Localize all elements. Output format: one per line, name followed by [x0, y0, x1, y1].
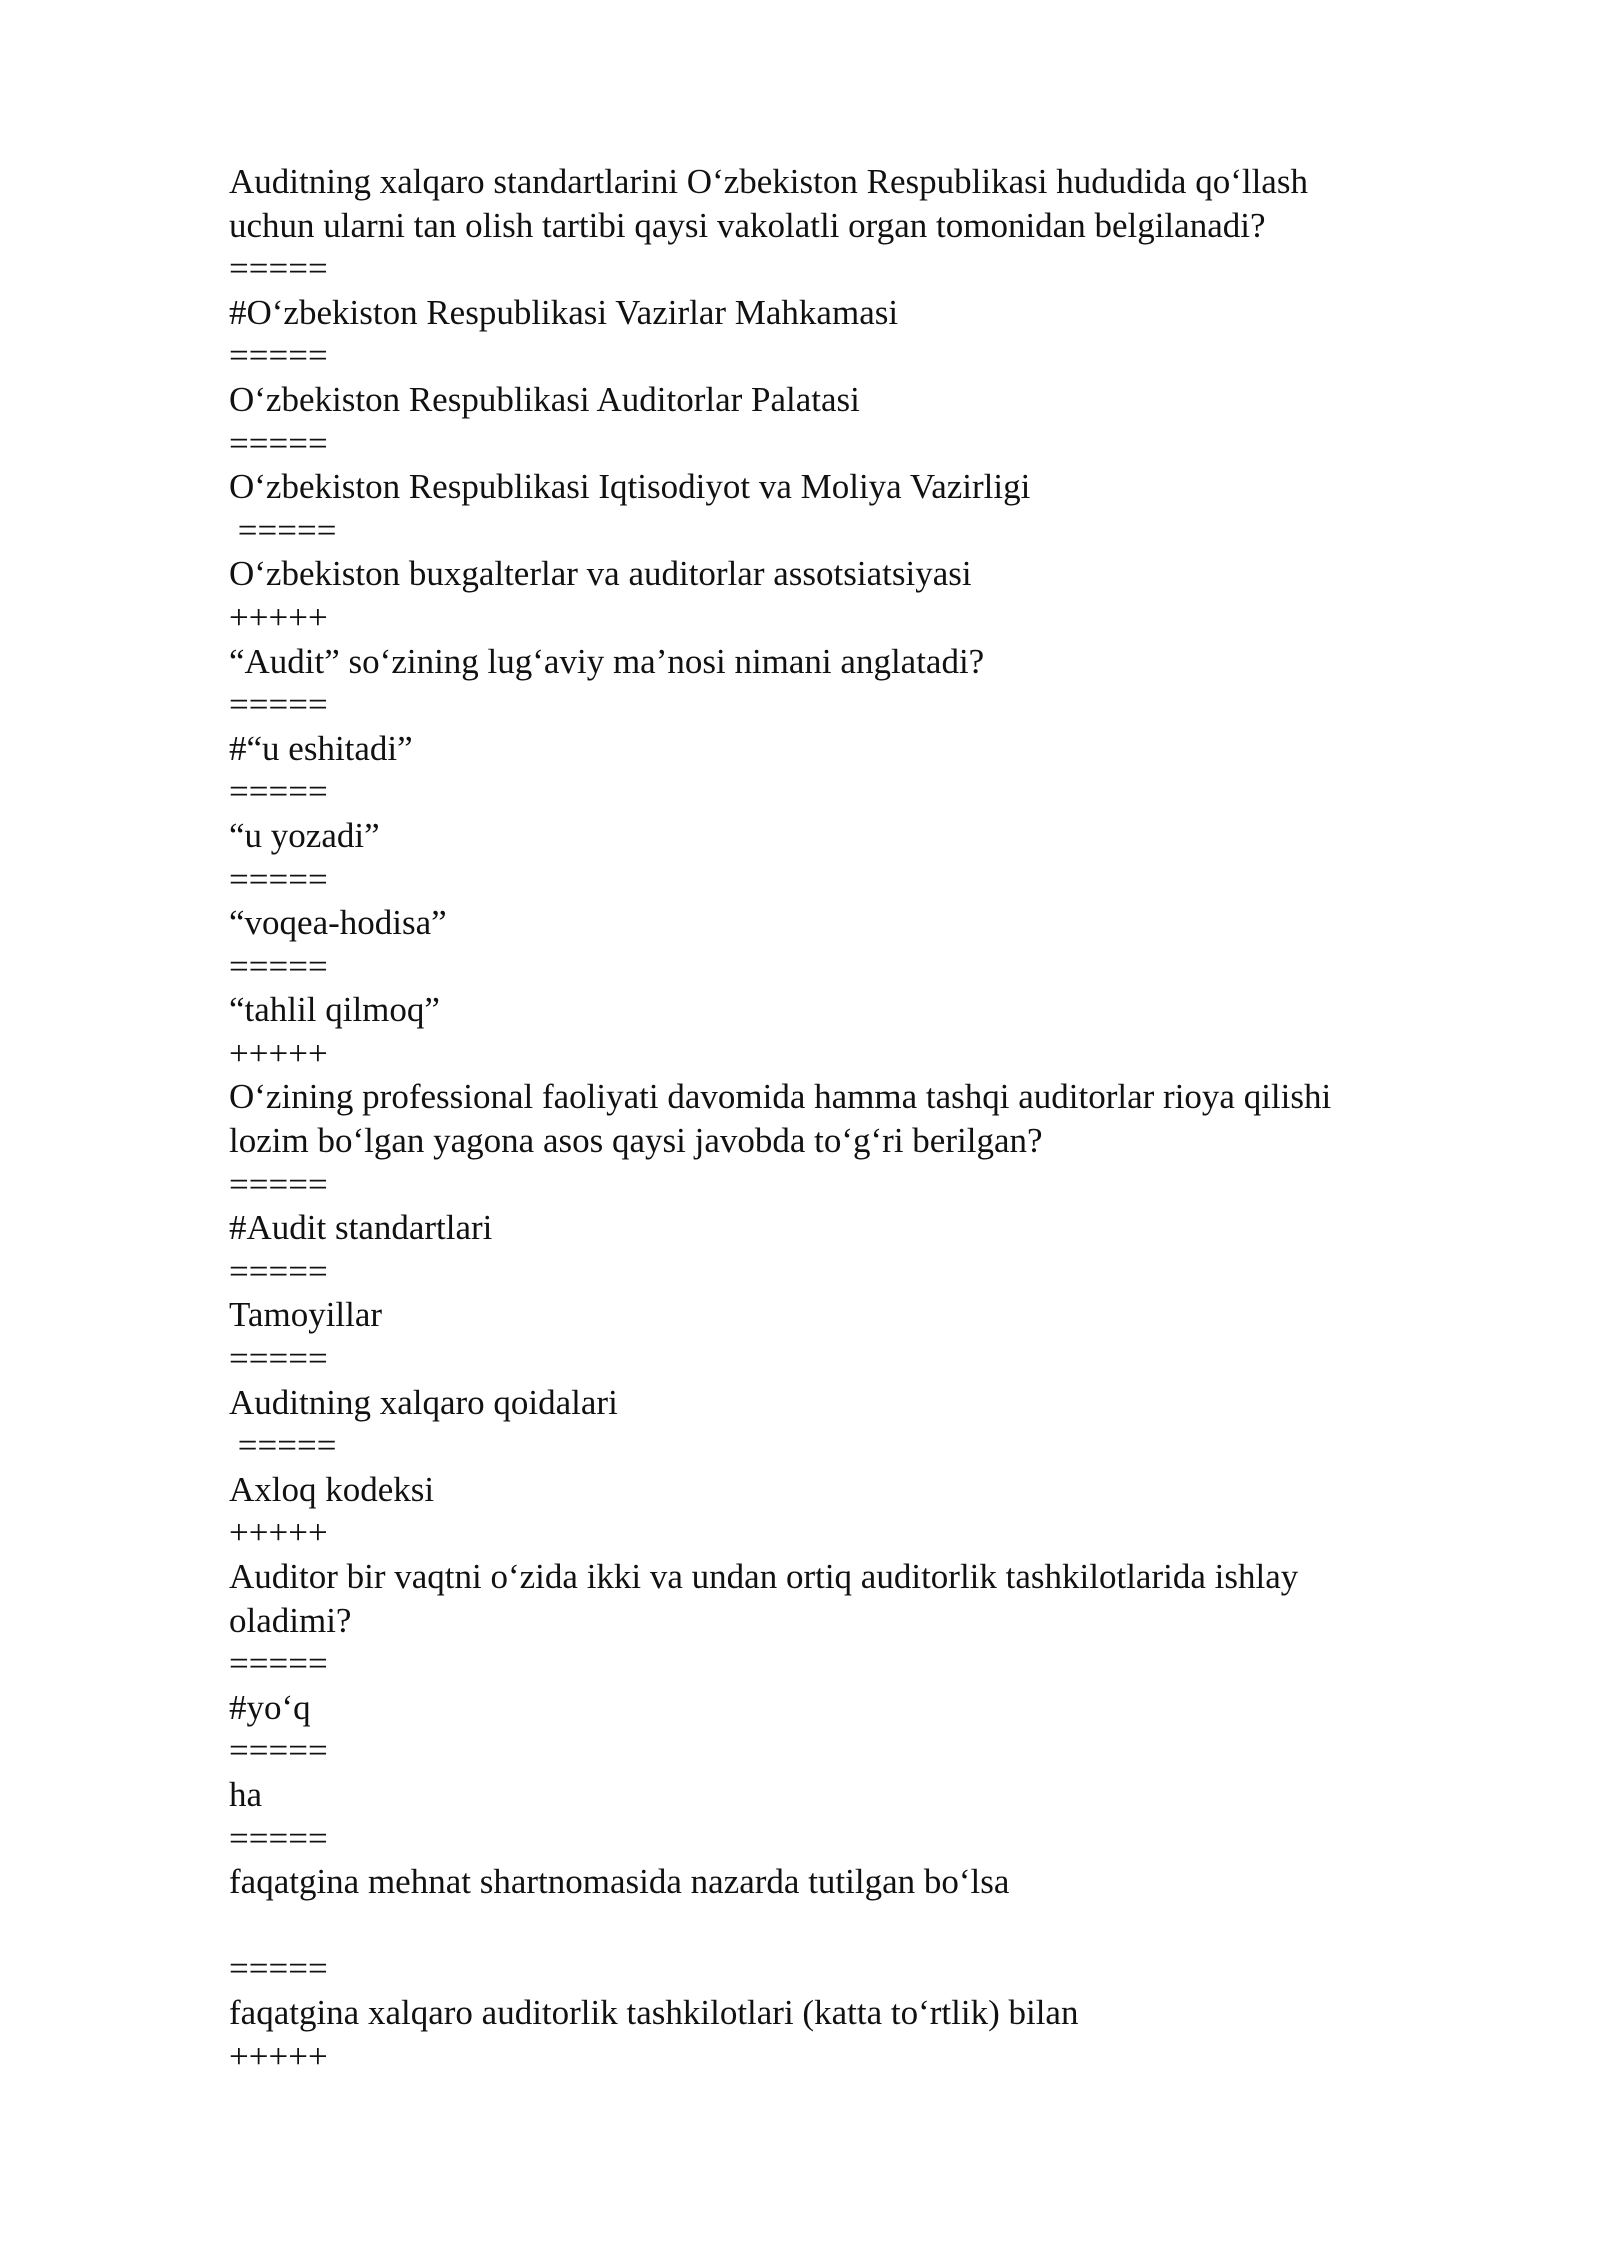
question-4-option-1: #yo‘q — [229, 1687, 311, 1727]
question-3-option-3: Auditning xalqaro qoidalari — [229, 1382, 618, 1422]
question-1-option-1: #O‘zbekiston Respublikasi Vazirlar Mahkamasi — [229, 292, 899, 332]
question-1-line-1: Auditning xalqaro standartlarini O‘zbekiston Respublikasi hududida qo‘llash — [229, 162, 1308, 201]
option-separator: ===== — [229, 1644, 328, 1684]
option-separator: ===== — [229, 249, 328, 289]
option-separator: ===== — [229, 1731, 328, 1771]
question-1-line-2: uchun ularni tan olish tartibi qaysi vakolatli organ tomonidan belgilanadi? — [229, 205, 1266, 245]
option-separator: ===== — [229, 1949, 328, 1989]
question-4-option-3: faqatgina mehnat shartnomasida nazarda tutilgan bo‘lsa — [229, 1862, 1010, 1902]
question-3-option-1: #Audit standartlari — [229, 1208, 493, 1248]
question-2-option-3: “voqea-hodisa” — [229, 903, 447, 943]
blank-line — [229, 1904, 1459, 1948]
question-1-option-2: O‘zbekiston Respublikasi Auditorlar Palatasi — [229, 379, 860, 419]
question-end-marker: +++++ — [229, 597, 328, 637]
question-4-line-2: oladimi? — [229, 1600, 352, 1640]
option-separator: ===== — [229, 772, 328, 812]
question-4-line-1: Auditor bir vaqtni o‘zida ikki va undan ortiq auditorlik tashkilotlarida ishlay — [229, 1557, 1299, 1596]
question-end-marker: +++++ — [229, 1033, 328, 1073]
document-body — [229, 160, 1459, 2078]
option-separator: ===== — [229, 1164, 328, 1204]
question-1-option-4: O‘zbekiston buxgalterlar va auditorlar assotsiatsiyasi — [229, 554, 972, 594]
option-separator: ===== — [229, 859, 328, 899]
option-separator: ===== — [229, 423, 328, 463]
question-2-option-1: #“u eshitadi” — [229, 728, 413, 768]
question-end-marker: +++++ — [229, 1513, 328, 1553]
question-end-marker: +++++ — [229, 2036, 328, 2076]
question-2: “Audit” so‘zining lug‘aviy ma’nosi nimani anglatadi? — [229, 641, 985, 681]
question-2-option-2: “u yozadi” — [229, 815, 380, 855]
option-separator: ===== — [229, 1426, 337, 1466]
question-3-option-4: Axloq kodeksi — [229, 1469, 435, 1509]
question-3-line-2: lozim bo‘lgan yagona asos qaysi javobda to‘g‘ri berilgan? — [229, 1121, 1043, 1161]
option-separator: ===== — [229, 1339, 328, 1379]
question-2-option-4: “tahlil qilmoq” — [229, 990, 440, 1030]
question-3-option-2: Tamoyillar — [229, 1295, 383, 1335]
question-4-option-2: ha — [229, 1774, 263, 1814]
question-3-line-1: O‘zining professional faoliyati davomida hamma tashqi auditorlar rioya qilishi — [229, 1077, 1332, 1117]
question-1-option-3: O‘zbekiston Respublikasi Iqtisodiyot va Moliya Vazirligi — [229, 467, 1031, 507]
option-separator: ===== — [229, 685, 328, 725]
option-separator: ===== — [229, 946, 328, 986]
question-4-option-4: faqatgina xalqaro auditorlik tashkilotlari (katta to‘rtlik) bilan — [229, 1992, 1079, 2032]
option-separator: ===== — [229, 510, 337, 550]
option-separator: ===== — [229, 1251, 328, 1291]
option-separator: ===== — [229, 336, 328, 376]
option-separator: ===== — [229, 1818, 328, 1858]
